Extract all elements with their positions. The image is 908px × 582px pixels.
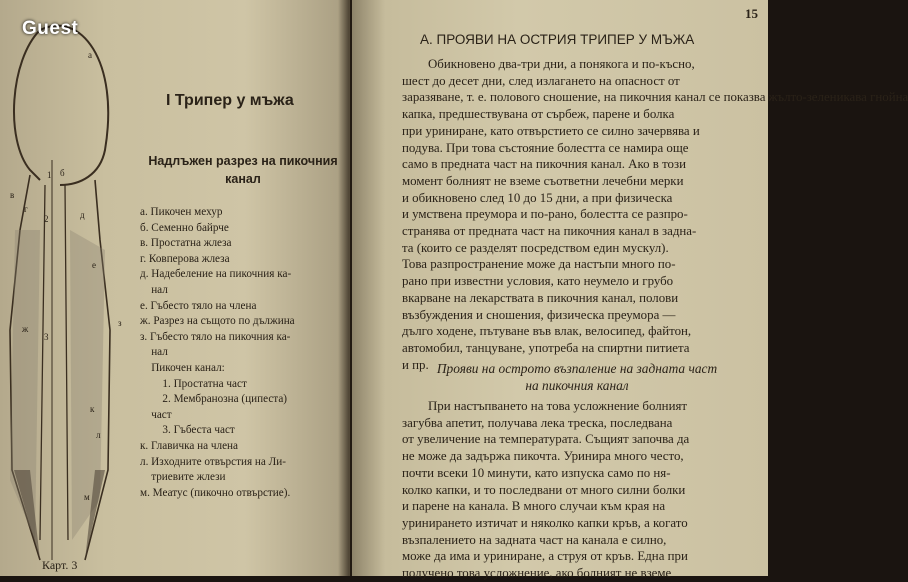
- text-line: не може да задържа пикочта. Уринира много често,: [402, 449, 684, 464]
- page-number: 15: [745, 6, 758, 21]
- paragraph-1: [402, 56, 908, 373]
- text-line: може да има и уриниране, а струя от кръв. Една при: [402, 549, 688, 564]
- text-line: капка, предшествувана от сърбеж, парене и болка: [402, 107, 675, 122]
- text-line: и парене на канала. В много случаи към края на: [402, 499, 666, 514]
- legend-heading: Надлъжен разрез на пикочния канал: [148, 154, 338, 186]
- text-line: странява от предната част на пикочния канал в задна-: [402, 224, 697, 239]
- legend-item: м. Меатус (пикочно отвърстие).: [140, 486, 291, 499]
- text-line: Обикновено два-три дни, а понякога и по-късно,: [428, 57, 695, 71]
- diagram-label: е: [92, 260, 96, 270]
- section-title: А. ПРОЯВИ НА ОСТРИЯ ТРИПЕР У МЪЖА: [420, 32, 695, 47]
- legend-item: нал: [140, 283, 168, 296]
- legend-item: част: [140, 408, 172, 421]
- chapter-title: I Трипер у мъжа: [166, 92, 294, 109]
- legend-item: а. Пикочен мехур: [140, 206, 223, 218]
- diagram-label: г: [24, 204, 28, 214]
- diagram-label: 1: [47, 170, 52, 180]
- diagram-label: 2: [44, 214, 49, 224]
- subheading: Прояви на острото възпаление на задната част на пикочния канал: [436, 361, 718, 393]
- text-line: почти всеки 10 минути, като изпуска само по ня-: [402, 465, 671, 480]
- legend-item: в. Простатна жлеза: [140, 237, 232, 250]
- legend-item: триевите жлези: [140, 471, 226, 484]
- text-line: възпалението на задната част на канала е силно,: [402, 532, 667, 547]
- text-line: шест до десет дни, след излагането на опасност от: [402, 73, 680, 88]
- legend-item: 2. Мембранозна (ципеста): [140, 393, 288, 406]
- diagram-label: в: [10, 190, 15, 200]
- text-line: подува. При това състояние болестта се намира още: [402, 140, 689, 155]
- diagram-label: з: [118, 318, 122, 328]
- watermark: Guest: [22, 18, 79, 39]
- urethra-diagram: [0, 0, 140, 576]
- legend-item: Пикочен канал:: [140, 361, 225, 374]
- text-line: от увеличение на температурата. Същият започва да: [402, 432, 690, 447]
- diagram-label: 3: [44, 332, 49, 342]
- left-page: [0, 0, 350, 576]
- legend-item: л. Изходните отвърстия на Ли-: [140, 455, 286, 468]
- legend-item: д. Надебеление на пикочния ка-: [140, 268, 292, 281]
- text-line: вкарване на лекарствата в пикочния канал, полови: [402, 290, 679, 305]
- legend-item: б. Семенно байрче: [140, 221, 229, 234]
- diagram-label: б: [60, 168, 65, 178]
- diagram-label: к: [90, 404, 95, 414]
- text-line: рано при известни условия, като неумело и грубо: [402, 274, 674, 289]
- text-line: и обикновено след 10 до 15 дни, а при физическа: [402, 190, 673, 205]
- text-line: автомобил, танцуване, употреба на спиртни питиета: [402, 340, 690, 355]
- legend-item: 3. Гъбеста част: [140, 424, 235, 437]
- legend-item: е. Гъбесто тяло на члена: [140, 299, 257, 312]
- text-line: момент болният не вземе съответни лечебни мерки: [402, 173, 684, 188]
- text-line: само в предната част на пикочния канал. Ако в този: [402, 157, 686, 172]
- text-line: та (които се разделят посредством един мускул).: [402, 240, 669, 255]
- legend-item: ж. Разрез на същото по дължина: [140, 315, 295, 328]
- text-line: и пр.: [402, 357, 429, 372]
- legend-item: г. Ковперова жлеза: [140, 252, 230, 265]
- text-line: При настъпването на това усложнение болният: [428, 399, 688, 413]
- text-line: заразяване, т. е. полового сношение, на пикочния канал се показва жълто-зеленикава гнойна: [402, 90, 908, 105]
- paragraph-2: [402, 398, 754, 582]
- text-line: дълго ходене, пътуване във влак, велосипед, файтон,: [402, 324, 692, 339]
- text-line: възбуждения и сношения, физическа преумора —: [402, 307, 676, 322]
- legend-item: з. Гъбесто тяло на пикочния ка-: [140, 330, 291, 343]
- diagram-label: а: [88, 50, 92, 60]
- text-line: получено това усложнение, ако болният не вземе: [402, 566, 672, 581]
- text-line: при уриниране, като отвърстието се силно зачервява и: [402, 123, 700, 138]
- diagram-label: ж: [22, 324, 29, 334]
- legend-item: к. Главичка на члена: [140, 439, 239, 452]
- figure-legend: [140, 205, 340, 501]
- legend-item: нал: [140, 346, 168, 359]
- text-line: и умствена преумора и по-рано, болестта се разпро-: [402, 207, 688, 222]
- text-line: загубва апетит, получава лека треска, последвана: [402, 415, 673, 430]
- legend-item: 1. Простатна част: [140, 377, 247, 390]
- diagram-label: д: [80, 210, 85, 220]
- diagram-label: м: [84, 492, 90, 502]
- text-line: Това разпространение може да настъпи много по-: [402, 257, 676, 272]
- figure-caption: Карт. 3: [42, 558, 78, 572]
- diagram-label: л: [96, 430, 101, 440]
- text-line: уринирането изтичат и няколко капки кръв, а когато: [402, 515, 688, 530]
- text-line: колко капки, и то последвани от много силни болки: [402, 482, 686, 497]
